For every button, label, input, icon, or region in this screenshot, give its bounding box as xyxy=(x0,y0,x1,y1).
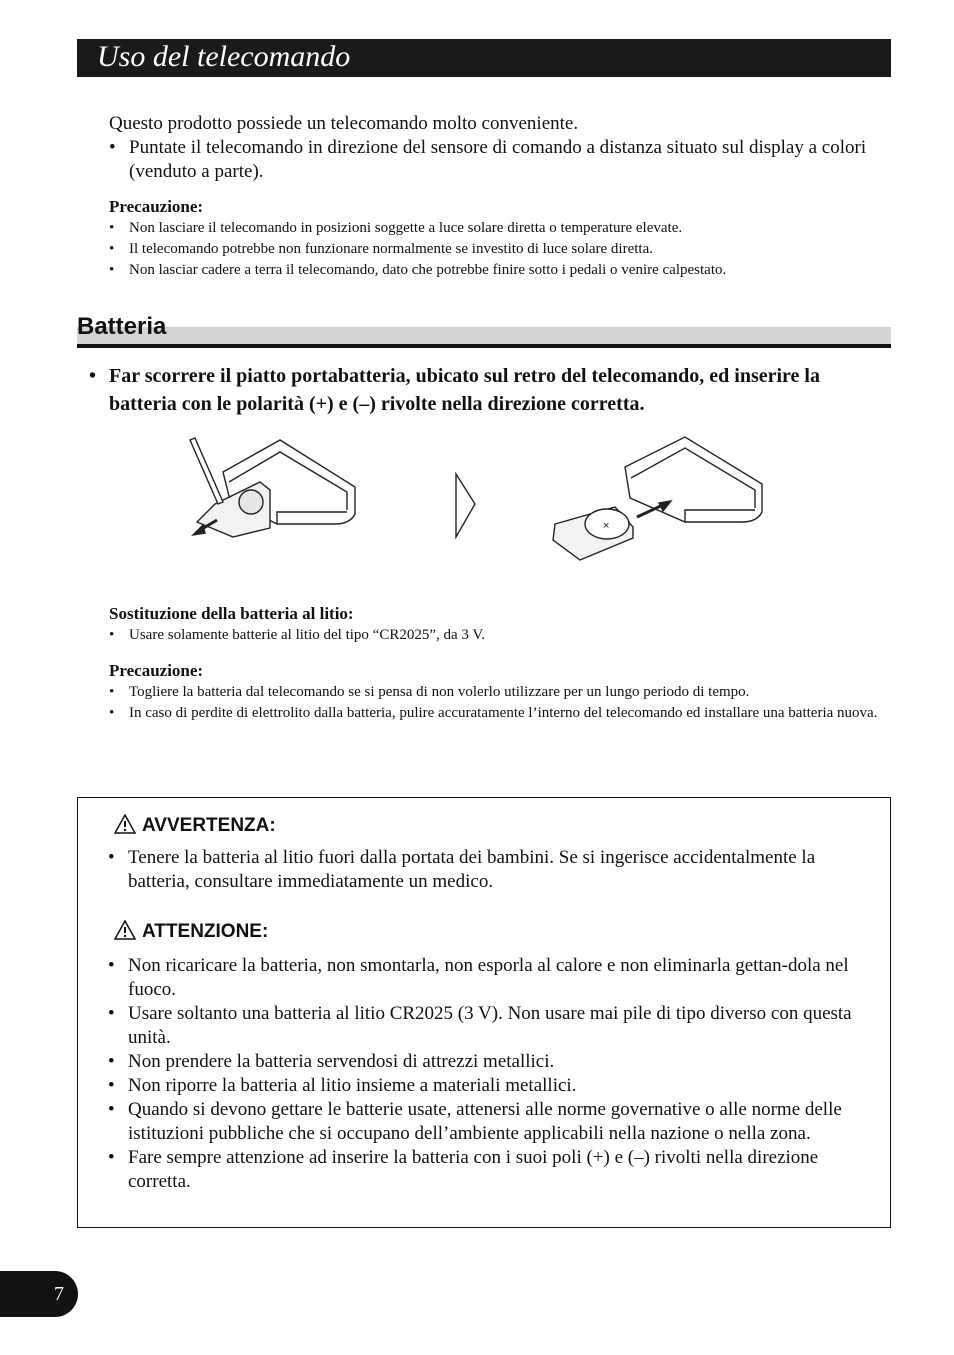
precaution-heading: Precauzione: xyxy=(109,197,204,216)
battery-polarity-mark: × xyxy=(603,520,610,532)
intro-block xyxy=(109,112,869,184)
section-title: Batteria xyxy=(77,313,167,340)
caution-heading-text: ATTENZIONE: xyxy=(142,921,269,942)
caution-item: • Non ricaricare la batteria, non smontarla, non esporla al calore e non eliminarla gettan-dola nel fuoco. xyxy=(108,954,858,1002)
section-bar xyxy=(77,327,891,344)
page-header xyxy=(77,39,891,77)
page-number: 7 xyxy=(54,1283,64,1305)
instruction-block xyxy=(89,362,869,418)
caution-heading xyxy=(114,920,268,944)
replacement-heading: Sostituzione della batteria al litio: xyxy=(109,604,354,623)
remote-right-illustration xyxy=(553,437,762,560)
page-title: Uso del telecomando xyxy=(97,40,351,73)
intro-text: Questo prodotto possiede un telecomando molto conveniente. xyxy=(109,113,579,134)
remote-left-illustration xyxy=(190,438,355,537)
precaution-list xyxy=(109,218,879,281)
precaution-item: • In caso di perdite di elettrolito dalla batteria, pulire accuratamente l’interno del telecomando ed installare una batteria nuova. xyxy=(109,703,879,724)
replacement-list xyxy=(109,625,879,646)
warning-heading-text: AVVERTENZA: xyxy=(142,815,276,836)
precaution-heading: Precauzione: xyxy=(109,661,204,680)
intro-bullet: • Puntate il telecomando in direzione del sensore di comando a distanza situato sul display a colori (venduto a parte). xyxy=(109,136,869,184)
instruction-list xyxy=(89,362,869,418)
arrow-right-icon xyxy=(456,474,475,537)
precaution-item: • Non lasciar cadere a terra il telecomando, dato che potrebbe finire sotto i pedali o venire calpestato. xyxy=(109,260,879,281)
warning-list xyxy=(108,846,858,894)
instruction-item: • Far scorrere il piatto portabatteria, ubicato sul retro del telecomando, ed inserire la batteria con le polarità (+) e (–) rivolte nella direzione corretta. xyxy=(89,362,869,418)
warning-heading xyxy=(114,814,276,838)
precaution-item: • Il telecomando potrebbe non funzionare normalmente se investito di luce solare diretta. xyxy=(109,239,879,260)
warning-triangle-icon xyxy=(114,814,136,834)
precaution-item: • Togliere la batteria dal telecomando se si pensa di non volerlo utilizzare per un lungo periodo di tempo. xyxy=(109,682,879,703)
caution-item: • Non riporre la batteria al litio insieme a materiali metallici. xyxy=(108,1074,858,1098)
warning-box xyxy=(77,797,891,1228)
caution-item: • Non prendere la batteria servendosi di attrezzi metallici. xyxy=(108,1050,858,1074)
battery-illustration xyxy=(185,432,775,582)
caution-item: • Fare sempre attenzione ad inserire la batteria con i suoi poli (+) e (–) rivolti nella direzione corretta. xyxy=(108,1146,858,1194)
precaution-list xyxy=(109,682,879,724)
caution-item: • Usare soltanto una batteria al litio CR2025 (3 V). Non usare mai pile di tipo diverso con questa unità. xyxy=(108,1002,858,1050)
precaution-block-1 xyxy=(109,196,879,281)
warning-triangle-icon xyxy=(114,920,136,940)
section-rule xyxy=(77,344,891,348)
section-header xyxy=(77,310,891,348)
page-number-tab xyxy=(0,1271,78,1317)
precaution-item: • Non lasciare il telecomando in posizioni soggette a luce solare diretta o temperature elevate. xyxy=(109,218,879,239)
caution-list xyxy=(108,954,858,1194)
replacement-block xyxy=(109,603,879,646)
precaution-block-2 xyxy=(109,660,879,724)
caution-item: • Quando si devono gettare le batterie usate, attenersi alle norme governative o alle norme delle istituzioni pubbliche che si occupano dell’ambiente applicabili nella nazione o nella zona. xyxy=(108,1098,858,1146)
replacement-item: • Usare solamente batterie al litio del tipo “CR2025”, da 3 V. xyxy=(109,625,879,646)
warning-item: • Tenere la batteria al litio fuori dalla portata dei bambini. Se si ingerisce accidentalmente la batteria, consultare immediatamente un medico. xyxy=(108,846,858,894)
intro-list xyxy=(109,136,869,184)
